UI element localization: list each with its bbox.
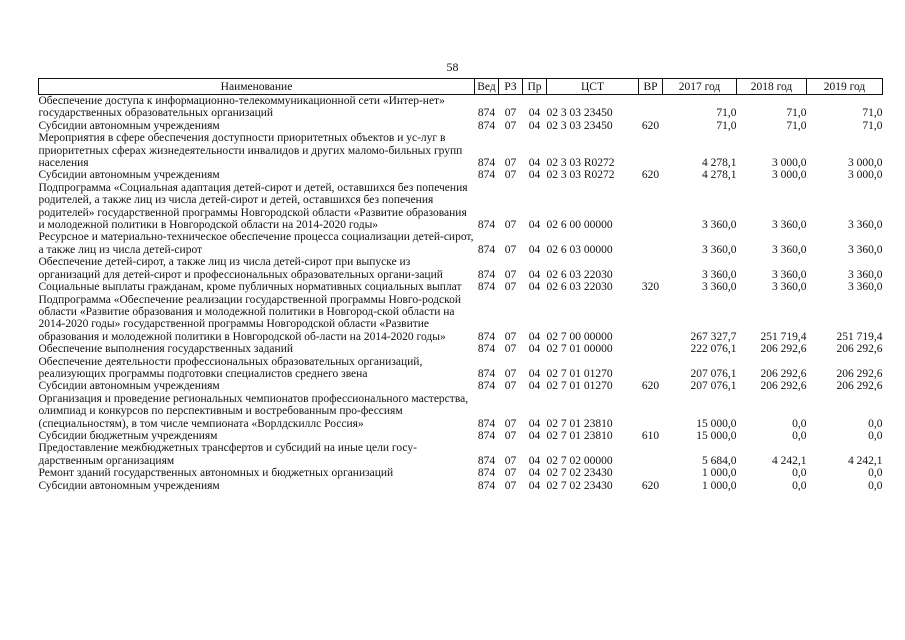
table-row [39,120,883,132]
row-vr: 620 [641,169,660,182]
row-vr [639,182,663,232]
row-value-2018: 206 292,6 [760,367,807,380]
row-pr: 04 [528,219,541,232]
row-vr [639,256,663,281]
table-row [39,356,883,381]
row-ved: 874 [477,107,496,120]
table-row [39,182,883,232]
row-value-2017: 71,0 [716,107,737,120]
row-vr: 620 [641,119,660,132]
row-name: Субсидии автономным учреждениям [38,479,220,492]
row-value-2018: 0,0 [792,417,807,430]
row-value-2017: 4 278,1 [702,157,737,170]
row-value-2017: 15 000,0 [696,429,737,442]
row-ved: 874 [477,157,496,170]
row-name: Предоставление межбюджетных трансфертов и субсидий на иные цели госу-дарственным организациям [38,442,417,467]
row-cst: 02 6 03 22030 [546,268,613,281]
row-vr: 610 [641,429,660,442]
row-rz: 07 [504,119,517,132]
row-value-2019: 3 360,0 [848,243,883,256]
row-vr [639,294,663,344]
row-name: Подпрограмма «Социальная адаптация детей-сирот и детей, оставшихся без попечения родителей, а также лиц из числа детей-сирот и детей, оставшихся без попечения родителей» государственной программы Новгородской области «Развитие образования и молодежной политики в Новгородской области на 2014-2020 годы» [38,181,468,232]
row-pr: 04 [528,417,541,430]
header-rz: РЗ [499,79,523,95]
row-rz: 07 [504,467,517,480]
row-cst: 02 6 03 00000 [546,243,613,256]
row-value-2019: 206 292,6 [836,367,883,380]
table-row [39,380,883,392]
row-ved: 874 [477,417,496,430]
budget-table [38,78,883,492]
row-ved: 874 [477,454,496,467]
row-name: Субсидии бюджетным учреждениям [38,429,218,442]
row-vr [639,95,663,120]
row-cst: 02 7 01 23810 [546,429,613,442]
row-name: Ресурсное и материально-техническое обеспечение процесса социализации детей-сирот, а также лиц из числа детей-сирот [38,231,474,256]
row-value-2017: 15 000,0 [696,417,737,430]
row-vr [639,231,663,256]
row-cst: 02 7 02 00000 [546,454,613,467]
row-value-2018: 71,0 [786,107,807,120]
row-rz: 07 [504,243,517,256]
row-ved: 874 [477,119,496,132]
row-ved: 874 [477,330,496,343]
row-vr [639,393,663,430]
row-rz: 07 [504,107,517,120]
row-value-2019: 0,0 [868,429,883,442]
table-row [39,480,883,492]
row-value-2019: 3 360,0 [848,219,883,232]
row-cst: 02 7 01 23810 [546,417,613,430]
row-value-2017: 3 360,0 [702,268,737,281]
row-value-2018: 3 360,0 [772,243,807,256]
row-ved: 874 [477,243,496,256]
row-cst: 02 3 03 R0272 [546,157,615,170]
row-vr [639,467,663,479]
row-rz: 07 [504,169,517,182]
table-row [39,169,883,181]
table-row [39,132,883,169]
row-cst: 02 7 01 01270 [546,367,613,380]
row-cst: 02 6 00 00000 [546,219,613,232]
row-rz: 07 [504,343,517,356]
table-row [39,343,883,355]
header-cst: ЦСТ [547,79,639,95]
row-ved: 874 [477,281,496,294]
row-value-2018: 0,0 [792,429,807,442]
row-value-2019: 3 360,0 [848,268,883,281]
row-rz: 07 [504,330,517,343]
row-name: Ремонт зданий государственных автономных и бюджетных организаций [38,467,394,480]
row-pr: 04 [528,157,541,170]
row-value-2017: 5 684,0 [702,454,737,467]
row-value-2018: 3 360,0 [772,268,807,281]
row-value-2018: 71,0 [786,119,807,132]
header-2017: 2017 год [663,79,737,95]
row-rz: 07 [504,454,517,467]
table-row [39,95,883,120]
row-value-2019: 4 242,1 [848,454,883,467]
header-name: Наименование [39,79,475,95]
row-ved: 874 [477,429,496,442]
row-ved: 874 [477,219,496,232]
row-value-2019: 0,0 [868,467,883,480]
table-row [39,256,883,281]
row-cst: 02 7 01 01270 [546,380,613,393]
table-row [39,430,883,442]
row-value-2018: 251 719,4 [760,330,807,343]
table-row [39,231,883,256]
row-value-2018: 0,0 [792,467,807,480]
row-pr: 04 [528,119,541,132]
row-pr: 04 [528,243,541,256]
row-name: Подпрограмма «Обеспечение реализации государственной программы Новго-родской области «Развитие образования и молодежной политики в Новгород-ской области на 2014-2020 годы» государственной программы Новгородской области «Развитие образования и молодежной политики в Новгородской об-ласти на 2014-2020 годы» [38,293,461,343]
row-ved: 874 [477,479,496,492]
row-value-2019: 251 719,4 [836,330,883,343]
header-2018: 2018 год [737,79,807,95]
header-pr: Пр [523,79,547,95]
row-rz: 07 [504,479,517,492]
row-name: Субсидии автономным учреждениям [38,169,220,182]
row-cst: 02 3 03 23450 [546,107,613,120]
row-value-2017: 4 278,1 [702,169,737,182]
table-row [39,281,883,293]
row-value-2019: 3 360,0 [848,281,883,294]
row-vr [639,343,663,355]
row-cst: 02 3 03 23450 [546,119,613,132]
row-name: Организация и проведение региональных чемпионатов профессионального мастерства, олимпиад и конкурсов по перспективным и востребованным про-фессиям (специальностям), в том числе чемпионата «Ворлдскиллс Россия» [38,392,469,430]
row-vr: 620 [641,380,660,393]
row-value-2017: 1 000,0 [702,479,737,492]
row-value-2017: 207 076,1 [690,380,737,393]
row-pr: 04 [528,380,541,393]
row-value-2018: 3 360,0 [772,219,807,232]
header-2019: 2019 год [807,79,883,95]
row-pr: 04 [528,281,541,294]
row-value-2019: 0,0 [868,479,883,492]
row-pr: 04 [528,343,541,356]
row-name: Обеспечение выполнения государственных заданий [38,343,293,356]
row-name: Субсидии автономным учреждениям [38,380,220,393]
table-row [39,294,883,344]
row-cst: 02 7 00 00000 [546,330,613,343]
row-cst: 02 7 01 00000 [546,343,613,356]
row-value-2018: 206 292,6 [760,343,807,356]
header-vr: ВР [639,79,663,95]
row-cst: 02 3 03 R0272 [546,169,615,182]
row-name: Субсидии автономным учреждениям [38,119,220,132]
row-name: Обеспечение доступа к информационно-телекоммуникационной сети «Интер-нет» государственных образовательных организаций [38,95,445,120]
row-pr: 04 [528,479,541,492]
row-value-2019: 71,0 [862,107,883,120]
row-ved: 874 [477,169,496,182]
table-header-row [39,79,883,95]
row-value-2017: 3 360,0 [702,243,737,256]
page-number: 58 [446,60,459,74]
row-value-2018: 3 000,0 [772,157,807,170]
row-pr: 04 [528,454,541,467]
row-pr: 04 [528,330,541,343]
row-ved: 874 [477,343,496,356]
row-name: Социальные выплаты гражданам, кроме публичных нормативных социальных выплат [38,281,462,294]
row-pr: 04 [528,367,541,380]
row-name: Обеспечение деятельности профессиональных образовательных организаций, реализующих программы подготовки специалистов среднего звена [38,355,423,380]
row-name: Мероприятия в сфере обеспечения доступности приоритетных объектов и ус-луг в приоритетных сферах жизнедеятельности инвалидов и других маломо-бильных групп населения [38,132,463,170]
row-rz: 07 [504,367,517,380]
row-value-2018: 3 000,0 [772,169,807,182]
row-value-2018: 4 242,1 [772,454,807,467]
row-name: Обеспечение детей-сирот, а также лиц из числа детей-сирот при выпуске из организаций для детей-сирот и профессиональных образовательных органи-заций [38,256,443,281]
row-value-2019: 3 000,0 [848,157,883,170]
row-pr: 04 [528,429,541,442]
table-row [39,467,883,479]
row-value-2019: 0,0 [868,417,883,430]
row-cst: 02 7 02 23430 [546,479,613,492]
row-ved: 874 [477,380,496,393]
row-ved: 874 [477,467,496,480]
table-row [39,442,883,467]
row-value-2019: 206 292,6 [836,380,883,393]
row-vr: 320 [641,281,660,294]
row-value-2017: 1 000,0 [702,467,737,480]
row-rz: 07 [504,281,517,294]
row-pr: 04 [528,169,541,182]
row-pr: 04 [528,467,541,480]
row-value-2017: 267 327,7 [690,330,737,343]
row-pr: 04 [528,268,541,281]
row-rz: 07 [504,157,517,170]
table-row [39,393,883,430]
row-rz: 07 [504,429,517,442]
row-value-2017: 3 360,0 [702,219,737,232]
row-ved: 874 [477,367,496,380]
row-value-2019: 206 292,6 [836,343,883,356]
row-value-2017: 71,0 [716,119,737,132]
row-value-2017: 207 076,1 [690,367,737,380]
row-vr [639,356,663,381]
row-value-2018: 0,0 [792,479,807,492]
table-body [39,95,883,493]
row-value-2018: 206 292,6 [760,380,807,393]
header-ved: Вед [475,79,499,95]
row-rz: 07 [504,417,517,430]
row-vr [639,132,663,169]
row-pr: 04 [528,107,541,120]
row-cst: 02 7 02 23430 [546,467,613,480]
row-value-2019: 71,0 [862,119,883,132]
row-rz: 07 [504,380,517,393]
row-value-2017: 3 360,0 [702,281,737,294]
row-value-2018: 3 360,0 [772,281,807,294]
row-value-2019: 3 000,0 [848,169,883,182]
row-vr: 620 [641,479,660,492]
row-cst: 02 6 03 22030 [546,281,613,294]
row-ved: 874 [477,268,496,281]
row-vr [639,442,663,467]
row-value-2017: 222 076,1 [690,343,737,356]
row-rz: 07 [504,219,517,232]
row-rz: 07 [504,268,517,281]
